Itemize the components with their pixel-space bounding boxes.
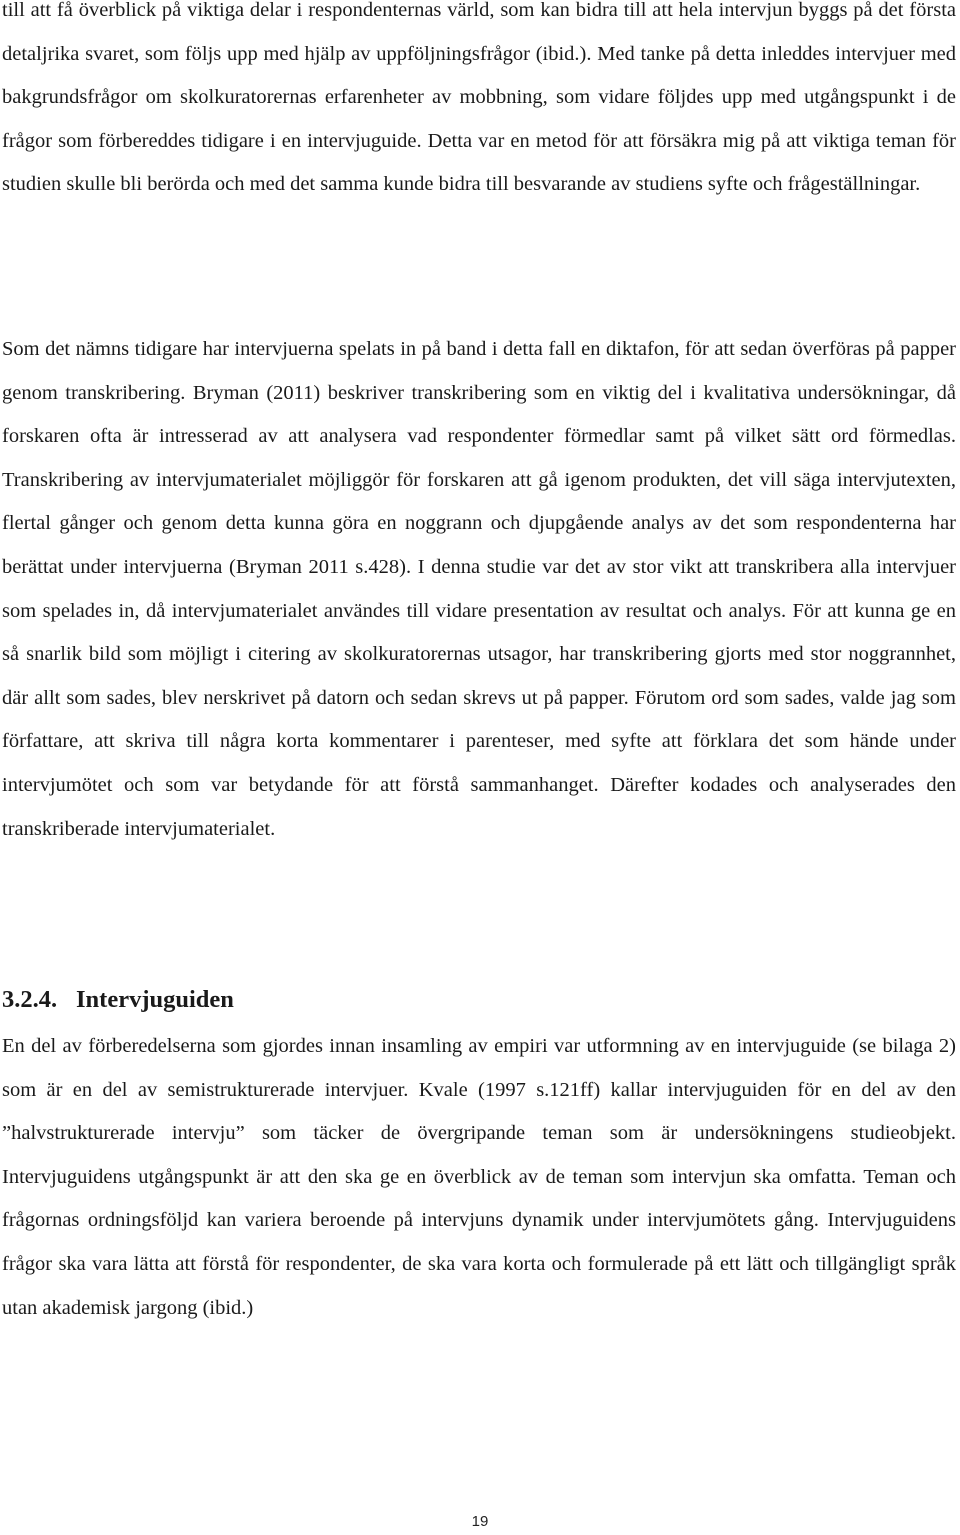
body-paragraph: En del av förberedelserna som gjordes innan insamling av empiri var utformning av en intervjuguide (se bilaga 2) som är en del av semistrukturerade intervjuer. Kvale (1997 s.121ff) kallar intervjuguiden för en del av den ”halvstrukturerade intervju” som täcker de övergripande teman som är undersökningens studieobjekt. Intervjuguidens utgångspunkt är att den ska ge en överblick av de teman som intervjun ska omfatta. Teman och frågornas ordningsföljd kan variera beroende på intervjuns dynamik under intervjumötets gång. Intervjuguidens frågor ska vara lätta att förstå för respondenter, de ska vara korta och formulerade på ett lätt och tillgängligt språk utan akademisk jargong (ibid.) [2,1035,956,1319]
body-paragraph: till att få överblick på viktiga delar i respondenternas värld, som kan bidra till att hela intervjun byggs på det första detaljrika svaret, som följs upp med hjälp av uppföljningsfrågor (ibid.). Med tanke på detta inleddes intervjuer med bakgrundsfrågor om skolkuratorernas erfarenheter av mobbning, som vidare följdes upp med utgångspunkt i de frågor som förbereddes tidigare i en intervjuguide. Detta var en metod för att försäkra mig på att viktiga teman för studien skulle bli berörda och med det samma kunde bidra till besvarande av studiens syfte och frågeställningar. [2,0,956,196]
section-heading [2,980,234,1020]
page-number: 19 [471,1513,489,1530]
body-paragraph: Som det nämns tidigare har intervjuerna spelats in på band i detta fall en diktafon, för att sedan överföras på papper genom transkribering. Bryman (2011) beskriver transkribering som en viktig del i kvalitativa undersökningar, då forskaren ofta är intresserad av att analysera vad respondenter förmedlar samt på vilket sätt ord förmedlas. Transkribering av intervjumaterialet möjliggör för forskaren att gå igenom produkten, det vill säga intervjutexten, flertal gånger och genom detta kunna göra en noggrann och djupgående analys av det som respondenterna har berättat under intervjuerna (Bryman 2011 s.428). I denna studie var det av stor vikt att transkribera alla intervjuer som spelades in, då intervjumaterialet användes till vidare presentation av resultat och analys. För att kunna ge en så snarlik bild som möjligt i citering av skolkuratorernas utsagor, har transkribering gjorts med stor noggrannhet, där allt som sades, blev nerskrivet på datorn och sedan skrevs ut på papper. Förutom ord som sades, valde jag som författare, att skriva till några korta kommentarer i parenteser, med syfte att förklara det som hände under intervjumötet och som var betydande för att förstå sammanhanget. Därefter kodades och analyserades den transkriberade intervjumaterialet. [2,338,956,840]
section-title: Intervjuguiden [76,986,234,1013]
section-number: 3.2.4. [2,986,58,1013]
